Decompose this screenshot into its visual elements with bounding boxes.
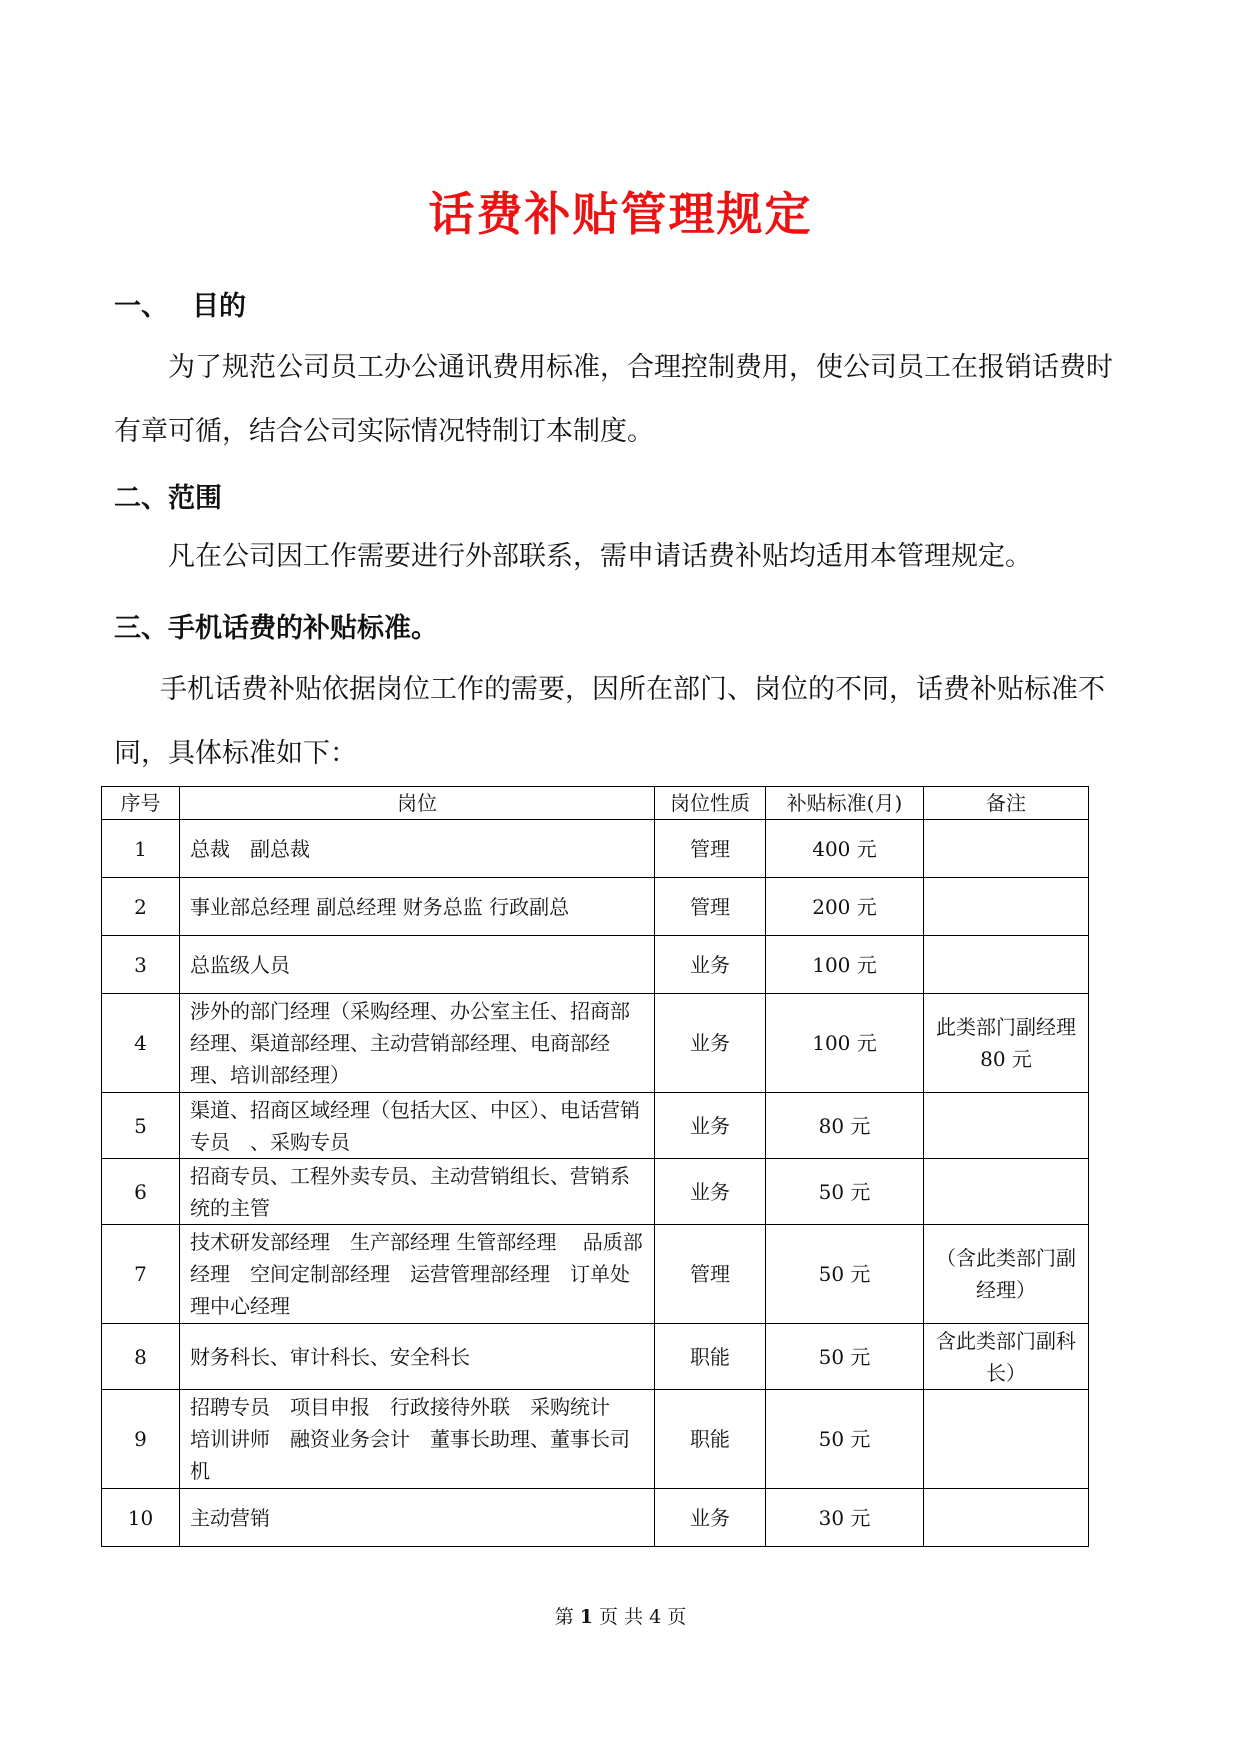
row-post: 涉外的部门经理（采购经理、办公室主任、招商部经理、渠道部经理、主动营销部经理、电商部经理、培训部经理） <box>180 994 655 1093</box>
row-post: 事业部总经理 副总经理 财务总监 行政副总 <box>180 878 655 936</box>
row-type: 职能 <box>655 1390 766 1489</box>
table-row <box>102 1225 1089 1324</box>
row-post: 财务科长、审计科长、安全科长 <box>180 1324 655 1390</box>
row-post: 招聘专员 项目申报 行政接待外联 采购统计 培训讲师 融资业务会计 董事长助理、董事长司机 <box>180 1390 655 1489</box>
header-note: 备注 <box>924 787 1089 820</box>
row-no: 3 <box>102 936 180 994</box>
table-row <box>102 994 1089 1093</box>
row-note: 含此类部门副科长） <box>924 1324 1089 1390</box>
section-1-number: 一、 <box>114 291 168 322</box>
row-note <box>924 820 1089 878</box>
header-amount: 补贴标准(月) <box>766 787 924 820</box>
row-no: 2 <box>102 878 180 936</box>
row-amount: 400 元 <box>766 820 924 878</box>
row-post: 主动营销 <box>180 1489 655 1547</box>
row-type: 业务 <box>655 1489 766 1547</box>
row-amount: 100 元 <box>766 994 924 1093</box>
row-no: 1 <box>102 820 180 878</box>
row-post: 招商专员、工程外卖专员、主动营销组长、营销系统的主管 <box>180 1159 655 1225</box>
section-1-text: 为了规范公司员工办公通讯费用标准，合理控制费用，使公司员工在报销话费时有章可循，结合公司实际情况特制订本制度。 <box>114 352 1113 447</box>
table-row <box>102 878 1089 936</box>
row-note: （含此类部门副经理） <box>924 1225 1089 1324</box>
table-row <box>102 1159 1089 1225</box>
footer-total-pages: 4 <box>649 1606 662 1628</box>
row-amount: 50 元 <box>766 1390 924 1489</box>
header-type: 岗位性质 <box>655 787 766 820</box>
row-post: 技术研发部经理 生产部经理 生管部经理 品质部经理 空间定制部经理 运营管理部经理 订单处理中心经理 <box>180 1225 655 1324</box>
row-amount: 80 元 <box>766 1093 924 1159</box>
row-type: 业务 <box>655 936 766 994</box>
row-amount: 50 元 <box>766 1159 924 1225</box>
row-note <box>924 1159 1089 1225</box>
row-no: 5 <box>102 1093 180 1159</box>
row-type: 管理 <box>655 1225 766 1324</box>
subsidy-table <box>101 786 1103 1547</box>
header-post: 岗位 <box>180 787 655 820</box>
row-post: 总监级人员 <box>180 936 655 994</box>
row-no: 10 <box>102 1489 180 1547</box>
row-no: 9 <box>102 1390 180 1489</box>
section-3-text: 手机话费补贴依据岗位工作的需要，因所在部门、岗位的不同，话费补贴标准不同，具体标准如下： <box>114 674 1105 769</box>
section-2-text: 凡在公司因工作需要进行外部联系，需申请话费补贴均适用本管理规定。 <box>168 541 1032 572</box>
row-no: 4 <box>102 994 180 1093</box>
row-note <box>924 878 1089 936</box>
table-header-row <box>102 787 1089 820</box>
table-row <box>102 1489 1089 1547</box>
row-amount: 200 元 <box>766 878 924 936</box>
row-no: 6 <box>102 1159 180 1225</box>
row-post: 渠道、招商区域经理（包括大区、中区）、电话营销专员 、采购专员 <box>180 1093 655 1159</box>
page-footer <box>0 1602 1241 1629</box>
table-row <box>102 1093 1089 1159</box>
footer-page-number: 1 <box>579 1606 593 1628</box>
document-title: 话费补贴管理规定 <box>428 187 813 241</box>
row-type: 业务 <box>655 1093 766 1159</box>
section-1-heading <box>114 284 246 323</box>
footer-middle: 页 共 <box>599 1606 644 1628</box>
table-row <box>102 1390 1089 1489</box>
row-no: 7 <box>102 1225 180 1324</box>
row-note: 此类部门副经理 80 元 <box>924 994 1089 1093</box>
row-type: 业务 <box>655 1159 766 1225</box>
row-amount: 50 元 <box>766 1225 924 1324</box>
row-post: 总裁 副总裁 <box>180 820 655 878</box>
row-amount: 50 元 <box>766 1324 924 1390</box>
row-type: 业务 <box>655 994 766 1093</box>
row-note <box>924 1093 1089 1159</box>
header-no: 序号 <box>102 787 180 820</box>
row-type: 管理 <box>655 820 766 878</box>
section-2-heading: 二、范围 <box>114 483 222 514</box>
table-row <box>102 820 1089 878</box>
row-note <box>924 1390 1089 1489</box>
footer-suffix: 页 <box>667 1606 687 1628</box>
section-1-title: 目的 <box>192 291 246 322</box>
row-amount: 100 元 <box>766 936 924 994</box>
row-type: 职能 <box>655 1324 766 1390</box>
row-type: 管理 <box>655 878 766 936</box>
table-row <box>102 936 1089 994</box>
row-note <box>924 1489 1089 1547</box>
row-amount: 30 元 <box>766 1489 924 1547</box>
row-note <box>924 936 1089 994</box>
section-3-heading: 三、手机话费的补贴标准。 <box>114 613 438 644</box>
footer-prefix: 第 <box>554 1606 574 1628</box>
table-row <box>102 1324 1089 1390</box>
row-no: 8 <box>102 1324 180 1390</box>
